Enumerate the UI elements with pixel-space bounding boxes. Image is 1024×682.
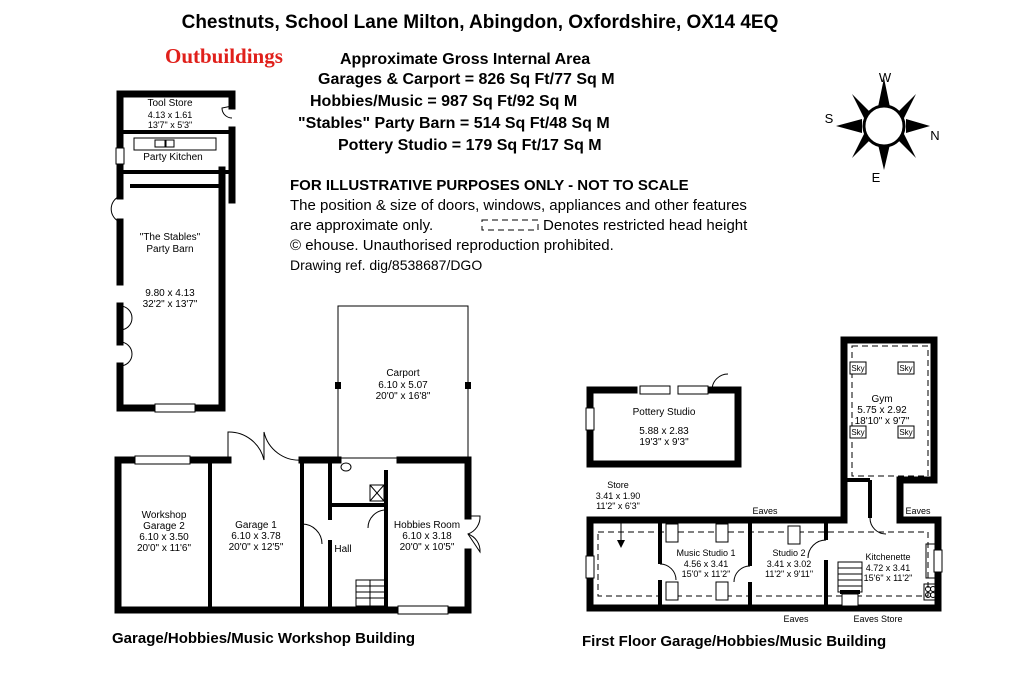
workshop-metric: 6.10 x 3.50 — [139, 532, 189, 543]
tool-store-metric: 4.13 x 1.61 — [147, 110, 193, 120]
party-kitchen-label: Party Kitchen — [143, 152, 203, 163]
gym-metric: 5.75 x 2.92 — [857, 405, 907, 416]
pottery-label: Pottery Studio — [632, 407, 696, 418]
music1-imperial: 15'0" x 11'2" — [681, 569, 731, 579]
compass-s-label: S — [824, 111, 834, 126]
stables-label-1: "The Stables" — [139, 232, 201, 243]
carport-label: Carport — [386, 368, 420, 379]
stables-label-2: Party Barn — [146, 244, 194, 255]
compass-point-s — [836, 119, 862, 133]
first-floor-building — [586, 340, 942, 624]
store-metric: 3.41 x 1.90 — [595, 491, 641, 501]
tool-store-imperial: 13'7" x 5'3" — [147, 120, 193, 130]
section-title: Outbuildings — [165, 44, 283, 68]
store-imperial: 11'2" x 6'3" — [596, 501, 640, 511]
carport-metric: 6.10 x 5.07 — [378, 380, 428, 391]
hobbies-metric: 6.10 x 3.18 — [402, 531, 452, 542]
gym-label: Gym — [871, 394, 893, 405]
pottery-metric: 5.88 x 2.83 — [639, 426, 689, 437]
gym-sky-2: Sky — [899, 364, 913, 373]
note-line-1: The position & size of doors, windows, appliances and other features — [290, 197, 747, 214]
music1-metric: 4.56 x 3.41 — [683, 559, 729, 569]
eaves-label-top: Eaves — [752, 506, 778, 516]
restricted-height-key — [482, 220, 538, 230]
compass-point-n — [906, 119, 930, 133]
gym-imperial: 18'10" x 9'7" — [854, 416, 910, 427]
area-line-hobbies: Hobbies/Music = 987 Sq Ft/92 Sq M — [310, 93, 578, 110]
stables-imperial: 32'2" x 13'7" — [142, 299, 198, 310]
pottery-imperial: 19'3" x 9'3" — [639, 437, 689, 448]
compass — [825, 70, 940, 185]
studio2-imperial: 11'2" x 9'11" — [764, 569, 814, 579]
studio2-label: Studio 2 — [772, 548, 806, 558]
address-title: Chestnuts, School Lane Milton, Abingdon, Oxfordshire, OX14 4EQ — [181, 12, 779, 33]
area-line-pottery: Pottery Studio = 179 Sq Ft/17 Sq M — [338, 137, 602, 154]
stables-metric: 9.80 x 4.13 — [145, 288, 195, 299]
workshop-imperial: 20'0" x 11'6" — [136, 543, 192, 554]
hobbies-label: Hobbies Room — [393, 520, 461, 531]
kitchenette-label: Kitchenette — [865, 552, 911, 562]
carport-imperial: 20'0" x 16'8" — [375, 391, 431, 402]
store-label: Store — [607, 480, 629, 490]
note-line-2b: Denotes restricted head height — [543, 217, 748, 234]
garage1-label: Garage 1 — [235, 520, 277, 531]
workshop-label-2: Garage 2 — [143, 521, 185, 532]
workshop-building — [118, 432, 480, 614]
gym-sky-1: Sky — [851, 364, 865, 373]
hall-label: Hall — [334, 544, 352, 555]
carport — [335, 306, 471, 458]
area-heading: Approximate Gross Internal Area — [340, 51, 591, 68]
compass-w-label: W — [878, 70, 892, 85]
compass-e-label: E — [871, 170, 881, 185]
caption-ground: Garage/Hobbies/Music Workshop Building — [112, 630, 416, 647]
studio2-metric: 3.41 x 3.02 — [766, 559, 812, 569]
music1-label: Music Studio 1 — [676, 548, 736, 558]
pottery-studio — [586, 374, 738, 464]
eaves-store-label: Eaves Store — [853, 614, 903, 624]
kitchenette-imperial: 15'6" x 11'2" — [863, 573, 913, 583]
gym-sky-3: Sky — [851, 428, 865, 437]
garage1-metric: 6.10 x 3.78 — [231, 531, 281, 542]
tool-store-label: Tool Store — [147, 98, 193, 109]
caption-first: First Floor Garage/Hobbies/Music Building — [582, 633, 887, 650]
area-line-stables: "Stables" Party Barn = 514 Sq Ft/48 Sq M — [298, 115, 610, 132]
area-line-garages: Garages & Carport = 826 Sq Ft/77 Sq M — [318, 71, 615, 88]
stables-building — [111, 94, 232, 412]
hobbies-imperial: 20'0" x 10'5" — [399, 542, 455, 553]
kitchenette-metric: 4.72 x 3.41 — [865, 563, 911, 573]
compass-n-label: N — [930, 128, 940, 143]
workshop-label-1: Workshop — [141, 510, 187, 521]
disclaimer: FOR ILLUSTRATIVE PURPOSES ONLY - NOT TO SCALE — [290, 177, 689, 194]
copyright: © ehouse. Unauthorised reproduction prohibited. — [290, 237, 614, 254]
eaves-label-bottom: Eaves — [783, 614, 809, 624]
garage1-imperial: 20'0" x 12'5" — [228, 542, 284, 553]
note-line-2a: are approximate only. — [290, 217, 434, 234]
gym-sky-4: Sky — [899, 428, 913, 437]
compass-ring — [864, 106, 904, 146]
drawing-ref: Drawing ref. dig/8538687/DGO — [290, 257, 483, 273]
eaves-label-right: Eaves — [905, 506, 931, 516]
